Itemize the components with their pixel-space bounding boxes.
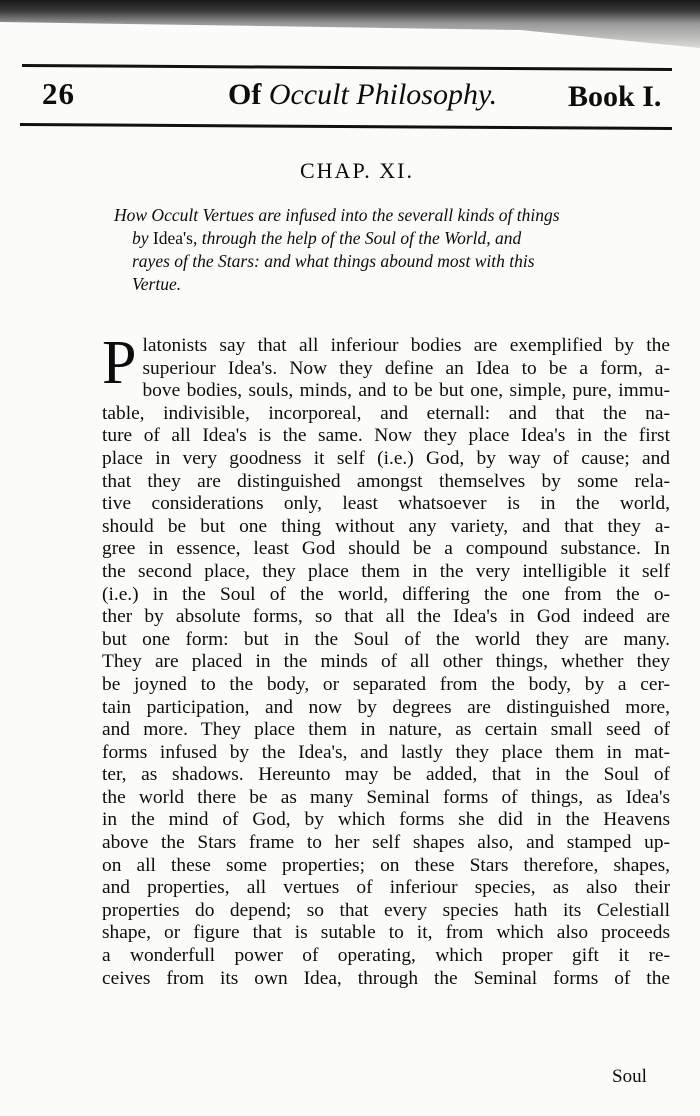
- running-title-of: Of: [228, 78, 262, 111]
- chapter-body: [102, 329, 670, 990]
- body-line: ture of all Idea's is the same. Now they place Idea's in the first: [102, 425, 670, 447]
- body-line: the world there be as many Seminal forms of things, as Idea's: [102, 786, 670, 808]
- body-line: a wonderfull power of operating, which proper gift it re-: [102, 945, 670, 967]
- summary-line: [114, 227, 674, 250]
- chapter-heading: CHAP. XI.: [300, 158, 414, 183]
- summary-fragment: , through the help of the Soul of the World, and: [192, 228, 522, 248]
- body-line: superiour Idea's. Now they define an Idea to be a form, a-: [142, 357, 670, 379]
- page-number: 26: [42, 76, 75, 111]
- body-line: ther by absolute forms, so that all the Idea's in God indeed are: [102, 606, 670, 628]
- summary-line: rayes of the Stars: and what things abound most with this: [132, 251, 535, 271]
- body-line: bove bodies, souls, minds, and to be but one, simple, pure, immu-: [142, 380, 670, 402]
- body-line: ter, as shadows. Hereunto may be added, that in the Soul of: [102, 764, 670, 786]
- body-line: place in very goodness it self (i.e.) God, by way of cause; and: [102, 447, 670, 469]
- body-line: and properties, all vertues of inferiour species, as also their: [102, 877, 670, 899]
- page-edge-shadow: [0, 0, 700, 60]
- body-line: properties do depend; so that every species hath its Celestiall: [102, 899, 670, 921]
- body-line: tive considerations only, least whatsoever is in the world,: [102, 493, 670, 515]
- catchword: Soul: [612, 1066, 647, 1087]
- body-line: in the mind of God, by which forms she did in the Heavens: [102, 809, 670, 831]
- body-line: and more. They place them in nature, as certain small seed of: [102, 719, 670, 741]
- body-line: tain participation, and now by degrees are distinguished more,: [102, 696, 670, 718]
- body-lines: [102, 329, 670, 990]
- summary-line: How Occult Vertues are infused into the severall kinds of things: [114, 205, 560, 225]
- running-title-rest: Occult Philosophy.: [268, 78, 498, 111]
- body-line: gree in essence, least God should be a compound substance. In: [102, 538, 670, 560]
- body-line: shape, or figure that is sutable to it, from which also proceeds: [102, 922, 670, 944]
- summary-fragment: Idea's: [152, 228, 193, 248]
- summary-fragment: by: [132, 228, 153, 248]
- body-line: table, indivisible, incorporeal, and eternall: and that the na-: [102, 402, 670, 424]
- body-line: ceives from its own Idea, through the Seminal forms of the: [102, 967, 670, 989]
- body-line: They are placed in the minds of all other things, whether they: [102, 651, 670, 673]
- body-line: on all these some properties; on these Stars therefore, shapes,: [102, 854, 670, 876]
- running-title: [228, 78, 497, 112]
- header-rule-top: [22, 64, 672, 71]
- body-line: latonists say that all inferiour bodies are exemplified by the: [142, 335, 670, 356]
- header-rule-bottom: [20, 123, 672, 130]
- body-line: (i.e.) in the Soul of the world, differing the one from the o-: [102, 583, 670, 605]
- body-line: the second place, they place them in the very intelligible it self: [102, 560, 670, 582]
- summary-line: Vertue.: [132, 274, 182, 294]
- drop-cap: P: [102, 329, 137, 397]
- chapter-summary: [114, 204, 674, 296]
- book-label: Book I.: [568, 80, 662, 113]
- body-line: be joyned to the body, or separated from the body, by a cer-: [102, 673, 670, 695]
- body-line: above the Stars frame to her self shapes also, and stamped up-: [102, 832, 670, 854]
- body-line: forms infused by the Idea's, and lastly they place them in mat-: [102, 741, 670, 763]
- body-line: but one form: but in the Soul of the world they are many.: [102, 628, 670, 650]
- body-line: should be but one thing without any variety, and that they a-: [102, 515, 670, 537]
- body-line: that they are distinguished amongst themselves by some rela-: [102, 470, 670, 492]
